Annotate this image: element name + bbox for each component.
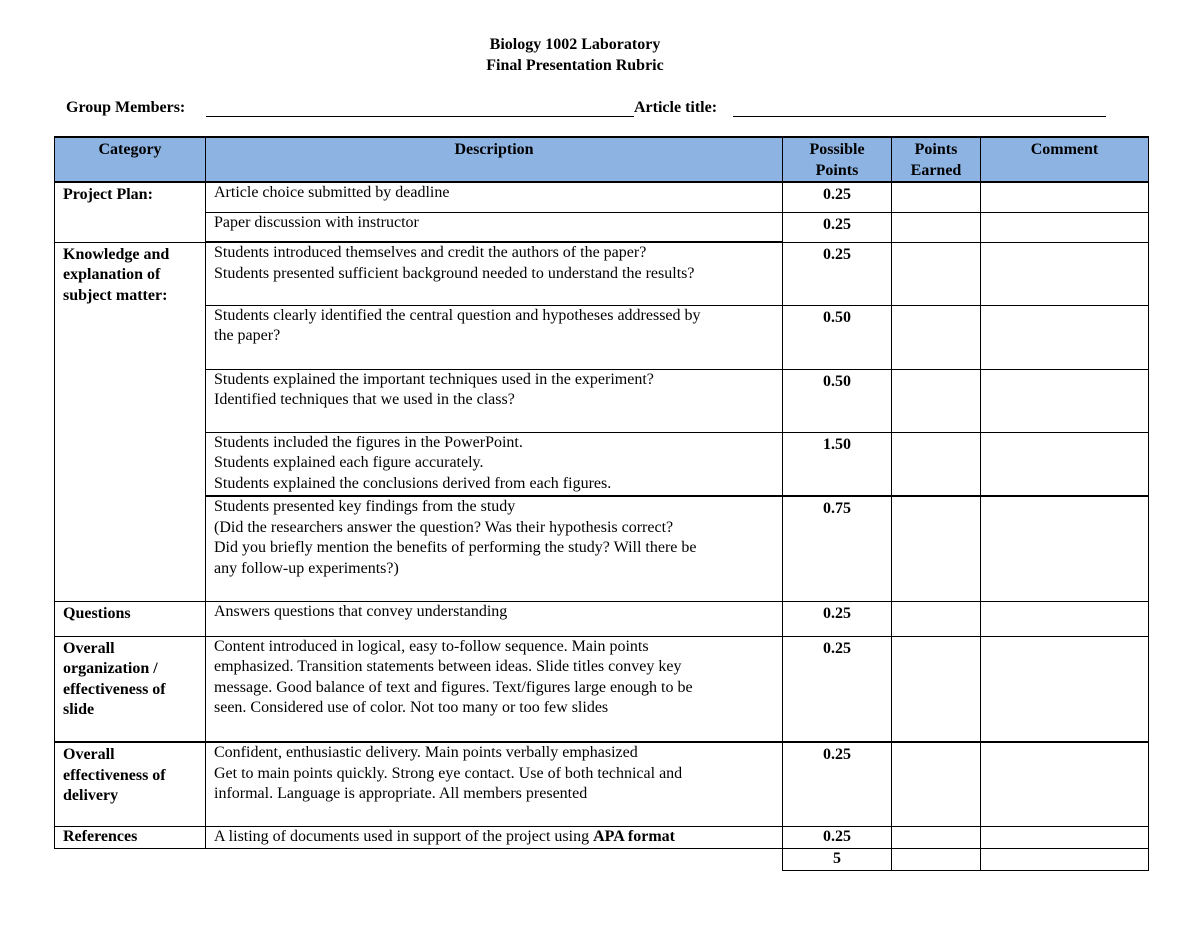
description-cell [206, 826, 783, 848]
category-cell [55, 826, 206, 848]
comment-cell[interactable] [981, 826, 1149, 848]
points-earned-cell[interactable] [892, 601, 981, 636]
table-row [55, 182, 1149, 212]
group-members-label: Group Members: [66, 99, 186, 116]
description-line: Answers questions that convey understanding [214, 602, 508, 620]
possible-points-cell: 0.50 [783, 305, 892, 369]
description-line: Article choice submitted by deadline [214, 184, 450, 201]
description-cell [206, 242, 783, 305]
comment-cell[interactable] [981, 496, 1149, 601]
description-line: Get to main points quickly. Strong eye contact. Use of both technical and [214, 764, 683, 782]
comment-cell[interactable] [981, 305, 1149, 369]
description-cell [206, 182, 783, 212]
description-cell [206, 601, 783, 636]
points-earned-cell[interactable] [892, 742, 981, 826]
category-cell [55, 636, 206, 742]
possible-points-cell: 0.25 [783, 212, 892, 242]
total-points-cell: 5 [783, 848, 892, 870]
category-label: effectiveness of [63, 680, 166, 698]
description-line: Identified techniques that we used in the class? [214, 391, 515, 408]
header-description: Description [206, 137, 783, 182]
category-label: effectiveness of [63, 766, 166, 784]
header-possible-line: Possible [809, 141, 865, 158]
header-points-earned [892, 137, 981, 182]
description-line: Paper discussion with instructor [214, 213, 419, 231]
points-earned-cell[interactable] [892, 432, 981, 496]
description-line: emphasized. Transition statements between ideas. Slide titles convey key [214, 658, 682, 675]
category-cell [55, 601, 206, 636]
description-line: Did you briefly mention the benefits of performing the study? Will there be [214, 539, 697, 556]
rubric-table [54, 136, 1149, 871]
points-earned-cell[interactable] [892, 242, 981, 305]
empty-cell [206, 848, 783, 870]
header-possible-points [783, 137, 892, 182]
description-cell [206, 636, 783, 742]
table-row [55, 369, 1149, 432]
description-line: Students introduced themselves and credit the authors of the paper? [214, 244, 647, 261]
description-cell [206, 305, 783, 369]
document-subtitle: Final Presentation Rubric [486, 57, 664, 74]
description-line: Students explained the important techniques used in the experiment? [214, 370, 654, 388]
category-label: delivery [63, 787, 119, 804]
table-row [55, 601, 1149, 636]
category-label: organization / [63, 660, 158, 677]
group-members-blank[interactable] [206, 116, 634, 117]
possible-points-cell: 0.25 [783, 742, 892, 826]
description-line: informal. Language is appropriate. All members presented [214, 785, 588, 802]
category-label: Overall [63, 639, 115, 657]
comment-cell[interactable] [981, 601, 1149, 636]
category-label: Knowledge and [63, 245, 170, 263]
possible-points-cell: 0.25 [783, 242, 892, 305]
comment-cell[interactable] [981, 432, 1149, 496]
description-line: seen. Considered use of color. Not too many or too few slides [214, 699, 609, 716]
description-line: Students explained each figure accurately. [214, 454, 484, 471]
comment-cell[interactable] [981, 242, 1149, 305]
category-cell [55, 182, 206, 242]
category-label: explanation of [63, 266, 161, 283]
points-earned-cell[interactable] [892, 182, 981, 212]
description-cell [206, 369, 783, 432]
header-earned-line: Earned [910, 161, 962, 179]
category-label: Project Plan: [63, 186, 153, 203]
possible-points-cell: 0.50 [783, 369, 892, 432]
description-line: Students presented key findings from the study [214, 498, 516, 515]
table-row [55, 742, 1149, 826]
description-text: A listing of documents used in support of the project using [214, 827, 594, 845]
apa-format-emphasis: APA format [593, 827, 675, 845]
category-label: Questions [63, 604, 131, 622]
header-category: Category [55, 137, 206, 182]
header-points-line: Points [914, 141, 958, 158]
total-row [55, 848, 1149, 870]
article-title-label: Article title: [634, 99, 718, 116]
description-line: Students clearly identified the central question and hypotheses addressed by [214, 306, 701, 324]
description-line: Content introduced in logical, easy to-follow sequence. Main points [214, 637, 649, 655]
table-row [55, 826, 1149, 848]
points-earned-cell[interactable] [892, 496, 981, 601]
points-earned-cell[interactable] [892, 305, 981, 369]
description-cell [206, 742, 783, 826]
description-line [214, 827, 776, 848]
description-line: Students explained the conclusions derived from each figures. [214, 474, 612, 492]
possible-points-cell: 0.75 [783, 496, 892, 601]
empty-cell [55, 848, 206, 870]
points-earned-cell[interactable] [892, 636, 981, 742]
description-line: any follow-up experiments?) [214, 559, 399, 577]
table-row [55, 212, 1149, 242]
points-earned-cell[interactable] [892, 212, 981, 242]
article-title-blank[interactable] [733, 116, 1106, 117]
description-line: (Did the researchers answer the question? Was their hypothesis correct? [214, 518, 674, 536]
comment-cell[interactable] [981, 212, 1149, 242]
header-points-line: Points [815, 161, 859, 179]
category-label: subject matter: [63, 286, 168, 304]
comment-cell[interactable] [981, 636, 1149, 742]
description-cell [206, 212, 783, 242]
description-cell [206, 496, 783, 601]
document-title: Biology 1002 Laboratory [489, 36, 661, 53]
comment-cell[interactable] [981, 742, 1149, 826]
possible-points-cell: 0.25 [783, 182, 892, 212]
possible-points-cell: 1.50 [783, 432, 892, 496]
possible-points-cell: 0.25 [783, 636, 892, 742]
category-cell [55, 242, 206, 601]
table-row [55, 432, 1149, 496]
table-row [55, 636, 1149, 742]
description-line: Confident, enthusiastic delivery. Main points verbally emphasized [214, 744, 638, 761]
table-row [55, 242, 1149, 305]
total-comment-cell[interactable] [981, 848, 1149, 870]
description-line: Students presented sufficient background needed to understand the results? [214, 264, 695, 282]
header-comment: Comment [981, 137, 1149, 182]
possible-points-cell: 0.25 [783, 601, 892, 636]
category-label: slide [63, 701, 95, 718]
possible-points-cell: 0.25 [783, 826, 892, 848]
description-line: Students included the figures in the PowerPoint. [214, 433, 523, 451]
points-earned-cell[interactable] [892, 369, 981, 432]
category-label: Overall [63, 746, 115, 763]
total-earned-cell[interactable] [892, 848, 981, 870]
category-label: References [63, 827, 138, 845]
description-cell [206, 432, 783, 496]
description-line: the paper? [214, 327, 281, 344]
table-row [55, 305, 1149, 369]
comment-cell[interactable] [981, 369, 1149, 432]
points-earned-cell[interactable] [892, 826, 981, 848]
category-cell [55, 742, 206, 826]
description-line: message. Good balance of text and figures. Text/figures large enough to be [214, 678, 693, 696]
comment-cell[interactable] [981, 182, 1149, 212]
table-row [55, 496, 1149, 601]
